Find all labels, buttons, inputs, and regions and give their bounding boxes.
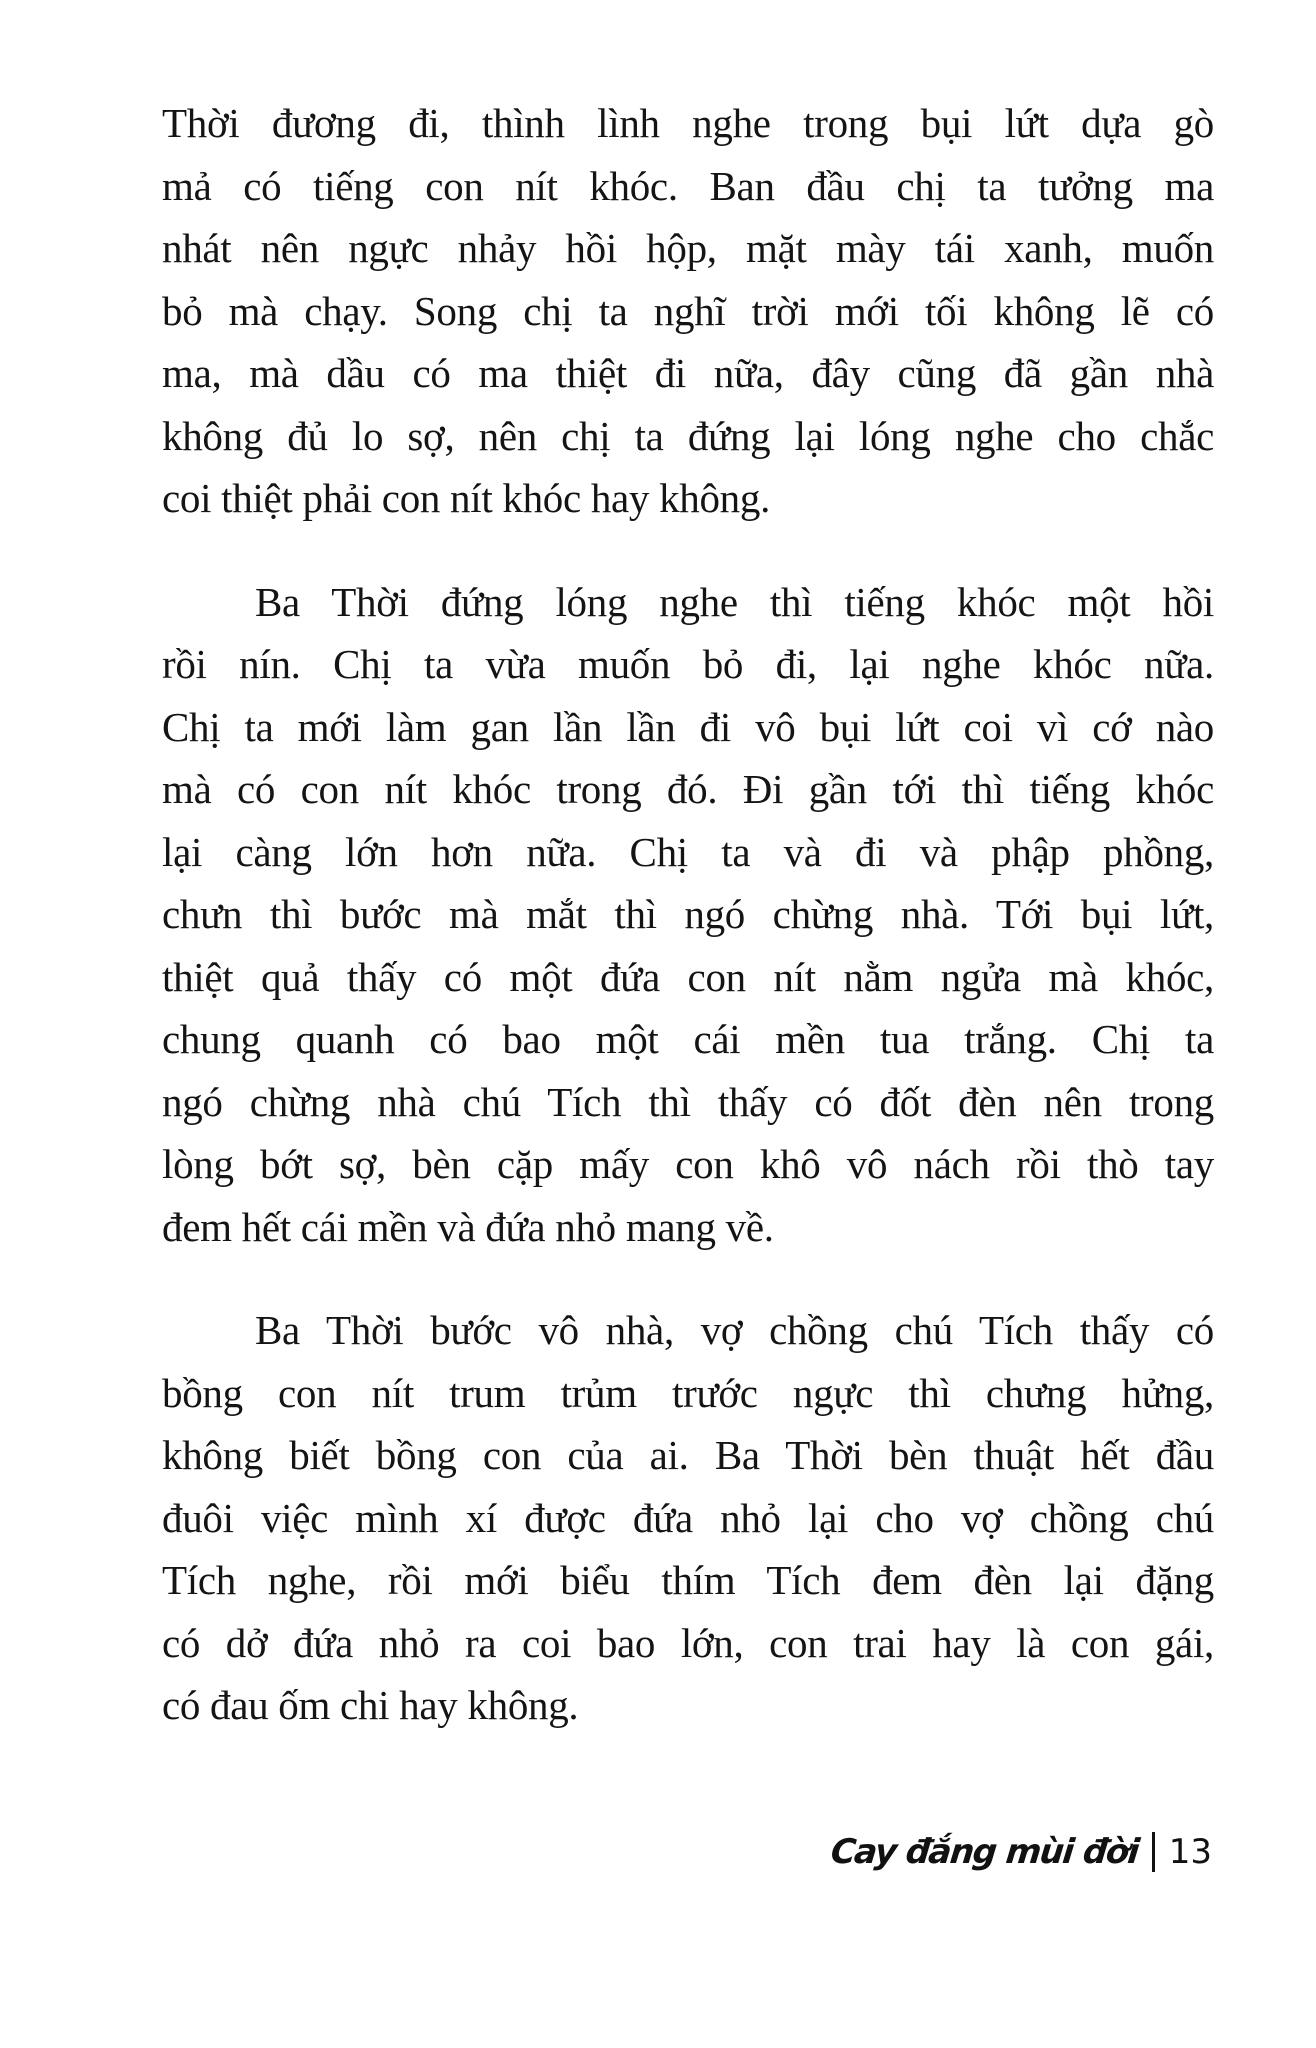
text-line: mả có tiếng con nít khóc. Ban đầu chị ta tưởng ma [162,162,1214,209]
text-line: nhát nên ngực nhảy hồi hộp, mặt mày tái xanh, muốn [162,225,1214,271]
text-line: thiệt quả thấy có một đứa con nít nằm ngửa mà khóc, [162,953,1214,1000]
text-line: Ba Thời bước vô nhà, vợ chồng chú Tích thấy có [255,1307,1214,1353]
text-line: có đau ốm chi hay không. [162,1682,579,1728]
text-line: chưn thì bước mà mắt thì ngó chừng nhà. Tới bụi lứt, [162,891,1214,937]
text-line: Chị ta mới làm gan lần lần đi vô bụi lứt coi vì cớ nào [162,703,1214,750]
text-line: lòng bớt sợ, bèn cặp mấy con khô vô nách rồi thò tay [162,1141,1214,1187]
running-book-title: Cay đắng mùi đời [828,1832,1140,1872]
book-page [162,92,1214,1778]
paragraph-2 [162,571,1214,1259]
text-line: đem hết cái mền và đứa nhỏ mang về. [162,1203,774,1250]
text-line: bồng con nít trum trủm trước ngực thì chưng hửng, [162,1369,1214,1416]
paragraph-3 [162,1299,1214,1737]
page-number: 13 [1168,1832,1212,1872]
text-line: mà có con nít khóc trong đó. Đi gần tới thì tiếng khóc [162,766,1214,812]
text-line: Tích nghe, rồi mới biểu thím Tích đem đèn lại đặng [162,1557,1214,1603]
text-line: Ba Thời đứng lóng nghe thì tiếng khóc một hồi [255,578,1214,625]
text-line: không biết bồng con của ai. Ba Thời bèn thuật hết đầu [162,1432,1214,1478]
paragraph-1 [162,92,1214,530]
text-line: rồi nín. Chị ta vừa muốn bỏ đi, lại nghe khóc nữa. [162,641,1214,687]
text-line: ngó chừng nhà chú Tích thì thấy có đốt đèn nên trong [162,1078,1214,1125]
text-line: có dở đứa nhỏ ra coi bao lớn, con trai hay là con gái, [162,1619,1214,1666]
text-line: Thời đương đi, thình lình nghe trong bụi lứt dựa gò [162,100,1214,146]
text-line: ma, mà dầu có ma thiệt đi nữa, đây cũng đã gần nhà [162,350,1214,396]
footer-separator [1152,1832,1155,1872]
text-line: bỏ mà chạy. Song chị ta nghĩ trời mới tối không lẽ có [162,287,1214,334]
page-footer [828,1832,1212,1872]
text-line: coi thiệt phải con nít khóc hay không. [162,475,771,521]
text-line: không đủ lo sợ, nên chị ta đứng lại lóng nghe cho chắc [162,412,1214,459]
text-line: đuôi việc mình xí được đứa nhỏ lại cho vợ chồng chú [162,1494,1214,1541]
text-line: chung quanh có bao một cái mền tua trắng. Chị ta [162,1016,1214,1062]
text-line: lại càng lớn hơn nữa. Chị ta và đi và phập phồng, [162,828,1214,875]
